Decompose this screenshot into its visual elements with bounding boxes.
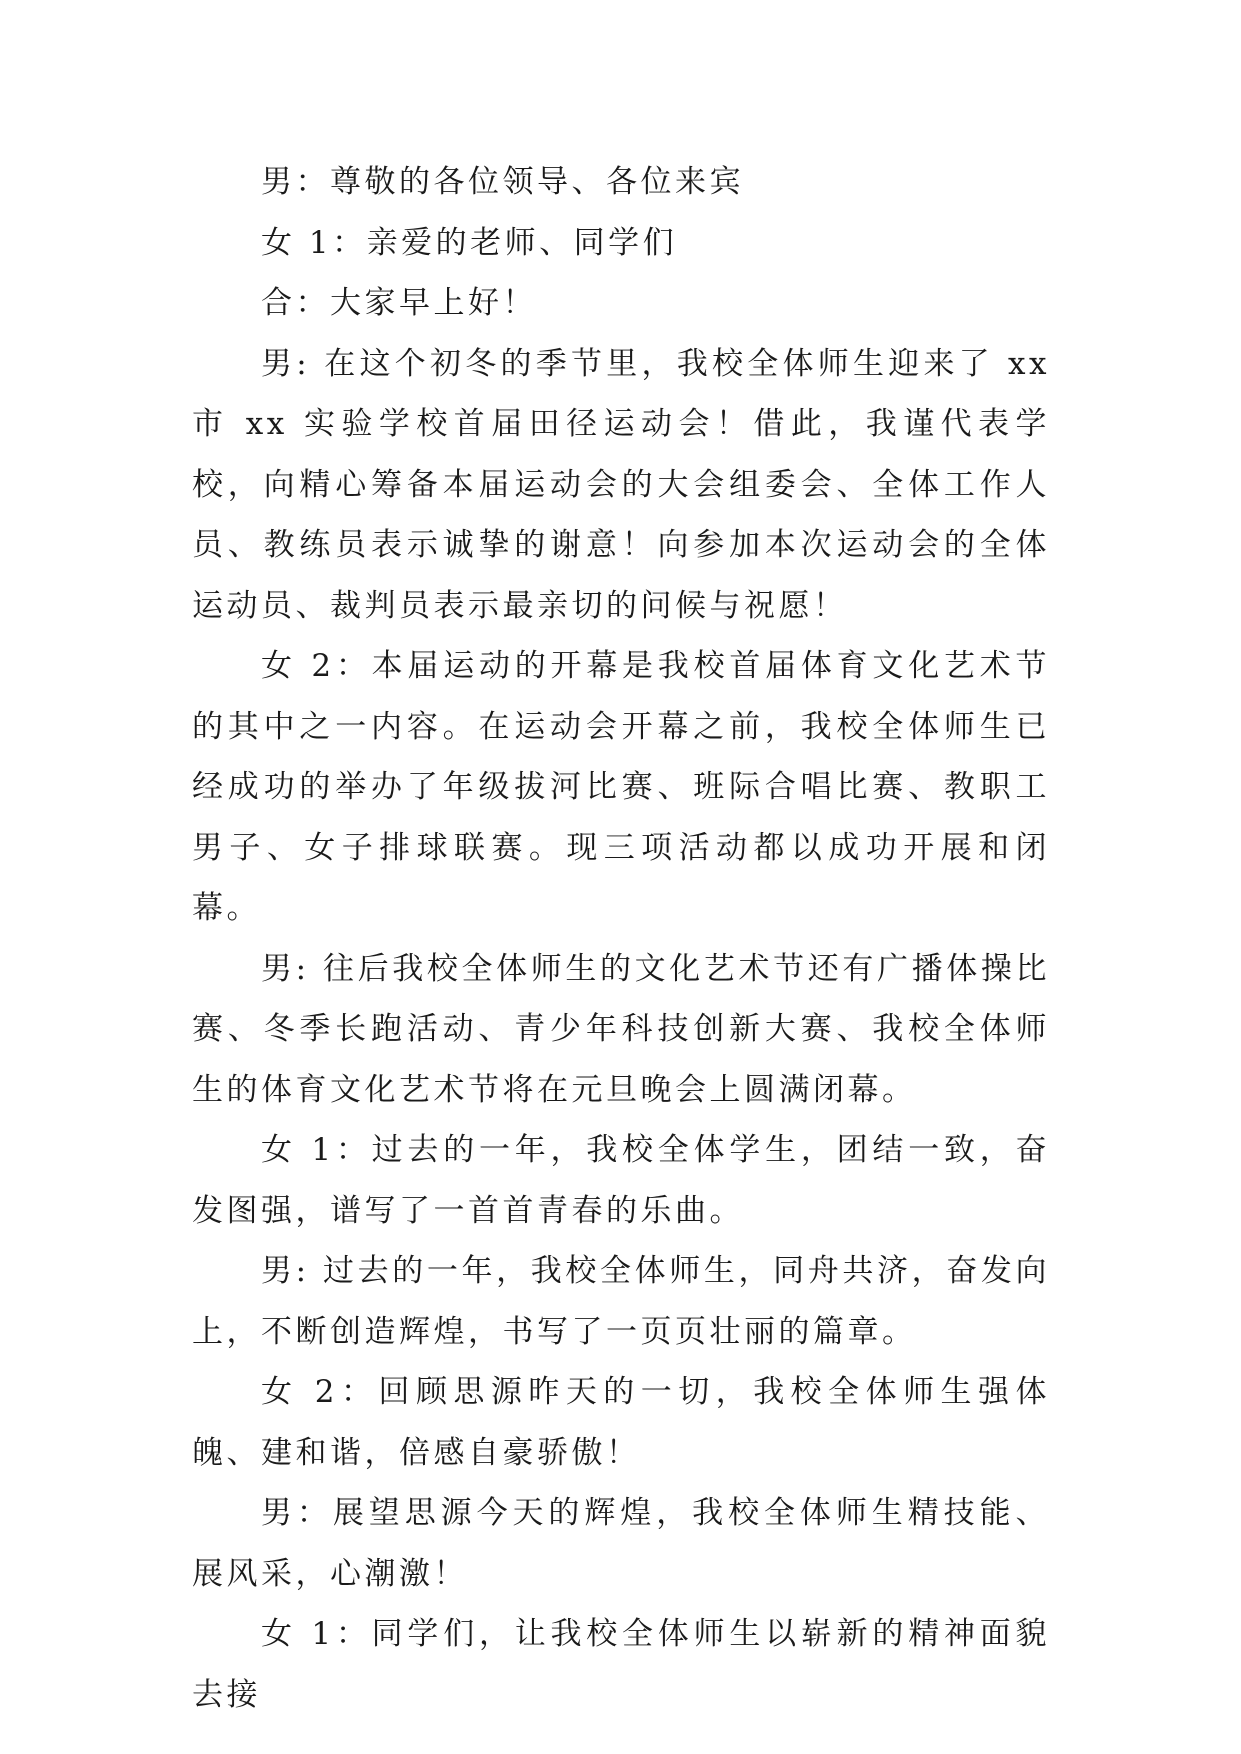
paragraph-female-1-past-year: 女 1：过去的一年，我校全体学生，团结一致，奋发图强，谱写了一首首青春的乐曲。: [192, 1132, 1050, 1229]
paragraph-greeting-female-1: 女 1：亲爱的老师、同学们: [261, 224, 678, 261]
paragraph-male-past-year: 男: 过去的一年，我校全体师生，同舟共济，奋发向上，不断创造辉煌，书写了一页页壮丽的篇章。: [192, 1253, 1050, 1350]
paragraph-greeting-male: 男：尊敬的各位领导、各位来宾: [261, 164, 744, 200]
paragraph-male-upcoming: 男: 往后我校全体师生的文化艺术节还有广播体操比赛、冬季长跑活动、青少年科技创新大赛、我校全体师生的体育文化艺术节将在元旦晚会上圆满闭幕。: [192, 950, 1050, 1108]
paragraph-female-1-closing: 女 1：同学们，让我校全体师生以崭新的精神面貌去接: [192, 1616, 1050, 1713]
paragraph-greeting-together: 合：大家早上好！: [261, 285, 537, 321]
paragraph-female-2-review: 女 2：回顾思源昨天的一切，我校全体师生强体魄、建和谐，倍感自豪骄傲！: [192, 1374, 1050, 1471]
paragraph-female-2-festival: 女 2：本届运动的开幕是我校首届体育文化艺术节的其中之一内容。在运动会开幕之前，我校全体师生已经成功的举办了年级拔河比赛、班际合唱比赛、教职工男子、女子排球联赛。现三项活动都以成功开展和闭幕。: [192, 648, 1050, 926]
document-body: [192, 152, 1050, 1725]
paragraph-male-outlook: 男：展望思源今天的辉煌，我校全体师生精技能、展风采，心潮激！: [192, 1495, 1050, 1592]
paragraph-male-opening: 男: 在这个初冬的季节里，我校全体师生迎来了 xx 市 xx 实验学校首届田径运动会！借此，我谨代表学校，向精心筹备本届运动会的大会组委会、全体工作人员、教练员表示诚挚的谢意！向参加本次运动会的全体运动员、裁判员表示最亲切的问候与祝愿！: [192, 345, 1050, 624]
